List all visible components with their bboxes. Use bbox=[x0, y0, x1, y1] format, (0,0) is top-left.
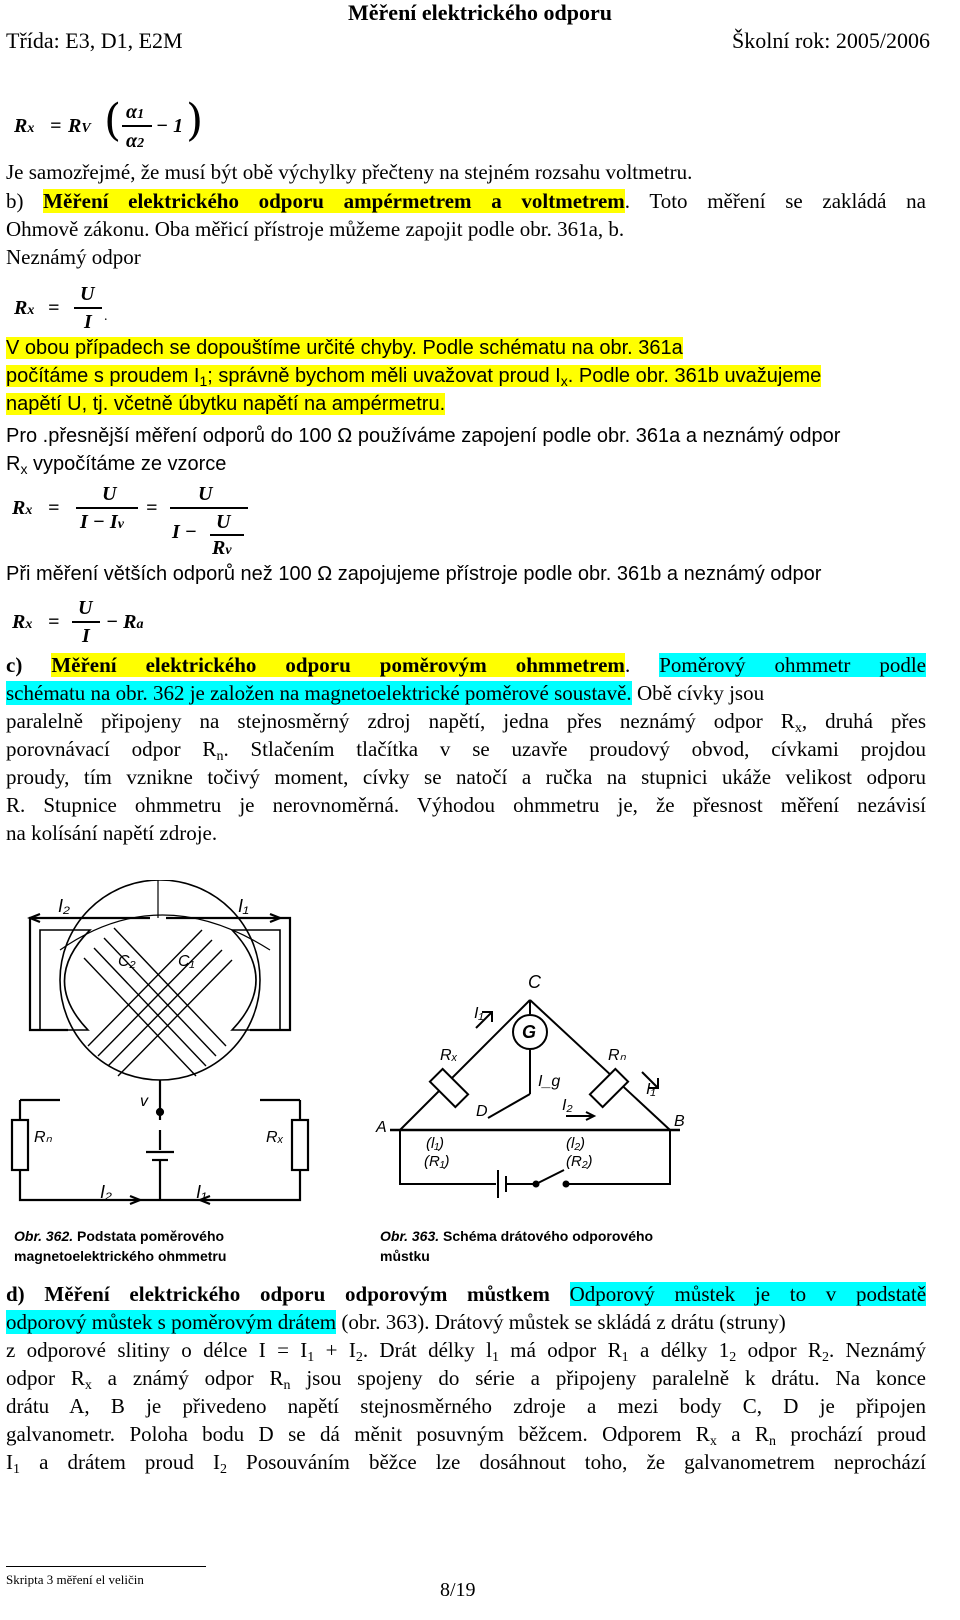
section-c-heading: Měření elektrického odporu poměrovým ohmmetrem bbox=[51, 653, 625, 677]
section-b-line3: Neznámý odpor bbox=[6, 245, 141, 269]
svg-text:I₁: I₁ bbox=[646, 1081, 656, 1098]
section-d-heading: d) Měření elektrického odporu odporovým můstkem bbox=[6, 1282, 550, 1306]
section-b-heading: Měření elektrického odporu ampérmetrem a voltmetrem bbox=[43, 189, 625, 213]
section-c-line2: schématu na obr. 362 je založen na magnetoelektrické poměrové soustavě. Obě cívky jsou bbox=[6, 681, 765, 705]
section-d-line5: drátu A, B je přivedeno napětí stejnosměrného zdroje a mezi body C, D je připojen bbox=[6, 1394, 926, 1418]
page-title: Měření elektrického odporu bbox=[348, 0, 612, 25]
svg-text:A: A bbox=[376, 1119, 387, 1136]
section-d-line4: odpor $R_x$ a známý odpor $R_n$ jsou spojeny do série a připojeny paralelně k drátu. Na konce bbox=[6, 1366, 926, 1393]
paragraph-larger-resistors: Při měření větších odporů než 100 Ω zapojujeme přístroje podle obr. 361b a neznámý odpor bbox=[6, 563, 822, 585]
section-c-line7: na kolísání napětí zdroje. bbox=[6, 821, 218, 845]
svg-text:(R₁): (R₁) bbox=[424, 1153, 450, 1170]
highlight-error-line2: počítáme s proudem $I_1$; správně bychom měli uvažovat proud $I_x$. Podle obr. 361b uvažujeme bbox=[6, 365, 822, 389]
svg-text:Rₓ: Rₓ bbox=[266, 1129, 284, 1146]
paragraph-precise-line1: Pro .přesnější měření odporů do 100 Ω používáme zapojení podle obr. 361a a neznámý odpor bbox=[6, 425, 841, 447]
school-year-label: Školní rok: 2005/2006 bbox=[731, 28, 930, 53]
figure-362-ratio-ohmmeter bbox=[0, 880, 320, 1220]
svg-text:C₁: C₁ bbox=[178, 953, 195, 970]
formula-rx-large: Rx = U I − Ra bbox=[12, 597, 144, 647]
svg-text:v: v bbox=[140, 1093, 148, 1110]
section-d-line1: d) Měření elektrického odporu odporovým můstkem Odporový můstek je to v podstatě bbox=[6, 1282, 927, 1306]
svg-text:(R₂): (R₂) bbox=[566, 1153, 593, 1170]
svg-text:I₁: I₁ bbox=[474, 1005, 484, 1022]
svg-text:I₂: I₂ bbox=[58, 896, 70, 916]
section-d-line7: $I_1$ a drátem proud $I_2$ Posouváním běžce lze dosáhnout toho, že galvanometrem neprochází bbox=[6, 1450, 926, 1477]
formula-ohm-law: Rx = U I . bbox=[14, 283, 108, 333]
section-d-line2: odporový můstek s poměrovým drátem (obr. 363). Drátový můstek se skládá z drátu (struny) bbox=[6, 1310, 786, 1334]
svg-text:(l₂): (l₂) bbox=[566, 1135, 586, 1152]
figure-362-caption: Obr. 362. Podstata poměrového magnetoelektrického ohmmetru bbox=[14, 1228, 227, 1264]
figure-363-caption: Obr. 363. Schéma drátového odporového můstku bbox=[380, 1228, 654, 1264]
section-c-line5: proudy, tím vznikne točivý moment, cívky se natočí a ručka na stupnici ukáže velikost odporu bbox=[6, 765, 926, 789]
section-c-line1: c) Měření elektrického odporu poměrovým ohmmetrem. Poměrový ohmmetr podle bbox=[6, 653, 926, 677]
footer-rule bbox=[6, 1566, 206, 1567]
svg-text:I₂: I₂ bbox=[100, 1182, 112, 1202]
svg-text:G: G bbox=[522, 1022, 537, 1042]
section-b-line2: Ohmově zákonu. Oba měřicí přístroje můžeme zapojit podle obr. 361a, b. bbox=[6, 217, 625, 241]
svg-text:Rₓ: Rₓ bbox=[440, 1047, 458, 1064]
figure-363-wire-bridge bbox=[370, 970, 700, 1210]
paragraph-same-range: Je samozřejmé, že musí být obě výchylky přečteny na stejném rozsahu voltmetru. bbox=[6, 160, 693, 184]
svg-text:I₁: I₁ bbox=[196, 1182, 207, 1202]
svg-text:C: C bbox=[528, 972, 541, 992]
svg-text:I₁: I₁ bbox=[238, 896, 249, 916]
formula-rx-voltmeter: Rx = RV ( α1 α2 − 1 ) bbox=[14, 95, 204, 152]
svg-text:(l₁): (l₁) bbox=[426, 1135, 445, 1152]
svg-text:C₂: C₂ bbox=[118, 953, 136, 970]
highlight-error-line3: napětí U, tj. včetně úbytku napětí na ampérmetru. bbox=[6, 393, 446, 415]
page-number: 8/19 bbox=[440, 1579, 476, 1601]
class-label: Třída: E3, D1, E2M bbox=[6, 28, 183, 53]
paragraph-precise-line2: $R_x$ vypočítáme ze vzorce bbox=[6, 453, 227, 477]
footer-label: Skripta 3 měření el veličin bbox=[6, 1572, 144, 1587]
svg-text:Rₙ: Rₙ bbox=[34, 1129, 52, 1146]
svg-text:I₂: I₂ bbox=[562, 1097, 573, 1114]
svg-text:D: D bbox=[476, 1103, 488, 1120]
section-b-line1: b) Měření elektrického odporu ampérmetrem a voltmetrem. Toto měření se zakládá na bbox=[6, 189, 926, 213]
section-d-line6: galvanometr. Poloha bodu D se dá měnit posuvným běžcem. Odporem $R_x$ a $R_n$ prochází proud bbox=[6, 1422, 927, 1449]
highlight-error-line1: V obou případech se dopouštíme určité chyby. Podle schématu na obr. 361a bbox=[6, 337, 683, 359]
svg-text:B: B bbox=[674, 1113, 685, 1130]
svg-text:I_g: I_g bbox=[538, 1073, 561, 1090]
section-c-line4: porovnávací odpor $R_n$. Stlačením tlačítka v se uzavře proudový obvod, cívkami projdou bbox=[6, 737, 926, 764]
section-d-line3: z odporové slitiny o délce $I = I_1 + I_2$. Drát délky $l_1$ má odpor $R_1$ a délky $1_2$ odpor $R_2$. Neznámý bbox=[6, 1338, 927, 1365]
section-c-line6: R. Stupnice ohmmetru je nerovnoměrná. Výhodou ohmmetru je, že přesnost měření nezávisí bbox=[6, 793, 926, 817]
section-c-line3: paralelně připojeny na stejnosměrný zdroj napětí, jedna přes neznámý odpor $R_x$, druhá přes bbox=[6, 709, 926, 736]
svg-text:Rₙ: Rₙ bbox=[608, 1047, 626, 1064]
formula-rx-precise: Rx = U I − Iv = U I − U Rv bbox=[10, 480, 250, 560]
